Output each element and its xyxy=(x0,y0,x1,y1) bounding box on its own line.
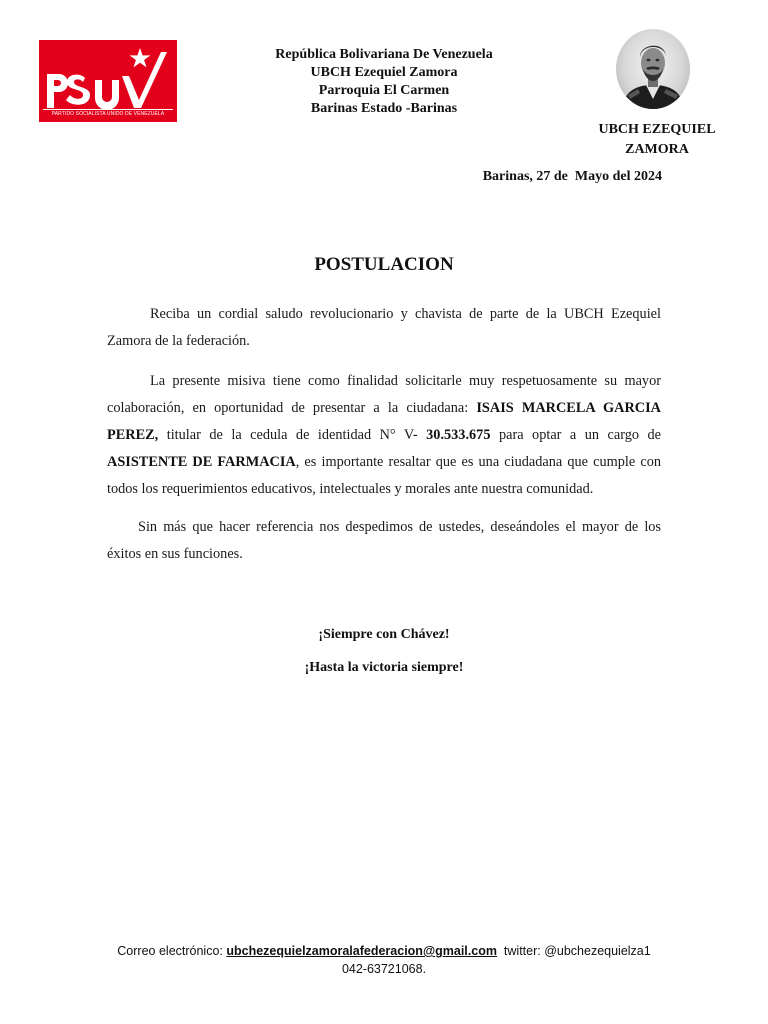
purpose-paragraph xyxy=(107,368,661,503)
letterhead xyxy=(240,46,528,118)
greeting-paragraph: Reciba un cordial saludo revolucionario y chavista de parte de la UBCH Ezequiel Zamora de la federación. xyxy=(107,306,661,349)
letter-date: Barinas, 27 de Mayo del 2024 xyxy=(482,169,662,184)
footer-twitter: twitter: @ubchezequielza1 xyxy=(496,944,651,958)
purpose-text-intro: La presente misiva tiene como finalidad solicitarle muy respetuosamente su mayor colaboración, en oportunidad de presentar a la ciudadana: xyxy=(107,373,661,416)
portrait-icon xyxy=(616,29,690,109)
candidate-name: ISAIS MARCELA GARCIA PEREZ, xyxy=(107,400,661,443)
purpose-text-closing: , es importante resaltar que es una ciudadana que cumple con todos los requerimientos educativos, intelectuales y morales ante nuestra comunidad. xyxy=(107,454,661,497)
document-title: POSTULACION xyxy=(314,254,454,275)
purpose-text-id-label: titular de la cedula de identidad N° V- xyxy=(158,427,427,443)
psuv-tagline: PARTIDO SOCIALISTA UNIDO DE VENEZUELA xyxy=(43,109,173,119)
portrait-caption-line1: UBCH EZEQUIEL xyxy=(598,122,716,137)
psuv-logo xyxy=(39,40,177,122)
letterhead-organization: UBCH Ezequiel Zamora xyxy=(310,65,458,80)
portrait-caption xyxy=(572,120,742,160)
closing-slogan-1: ¡Siempre con Chávez! xyxy=(318,627,450,642)
letterhead-country: República Bolivariana De Venezuela xyxy=(275,47,493,62)
portrait-caption-line2: ZAMORA xyxy=(625,142,689,157)
farewell-paragraph: Sin más que hacer referencia nos despedimos de ustedes, deseándoles el mayor de los éxitos en sus funciones. xyxy=(107,519,661,562)
purpose-text-position-label: para optar a un cargo de xyxy=(490,427,661,443)
candidate-id-number: 30.533.675 xyxy=(426,427,491,443)
footer-phone: 042-63721068. xyxy=(341,962,427,976)
footer-contact xyxy=(0,943,768,960)
candidate-position: ASISTENTE DE FARMACIA xyxy=(107,454,296,470)
ezequiel-zamora-portrait xyxy=(616,29,690,109)
footer-email-link[interactable]: ubchezequielzamoralafederacion@gmail.com xyxy=(226,944,497,958)
closing-slogan-2: ¡Hasta la victoria siempre! xyxy=(304,660,464,675)
footer-email-label: Correo electrónico: xyxy=(117,944,227,958)
letterhead-parish: Parroquia El Carmen xyxy=(318,83,450,98)
letterhead-state: Barinas Estado -Barinas xyxy=(310,101,458,116)
